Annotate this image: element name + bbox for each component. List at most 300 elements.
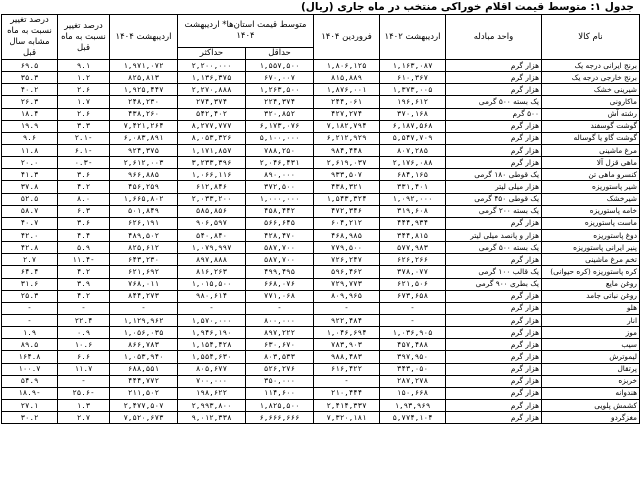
cell-ordibehesht-1404: ۱,۶۶۵,۸۰۲ (110, 193, 178, 205)
cell-farvardin-1404: ۵۹۶,۴۶۲ (314, 266, 380, 278)
cell-farvardin-1404: ۷,۱۸۲,۷۹۴ (314, 120, 380, 132)
table-row (2, 351, 640, 363)
cell-farvardin-1404: ۲,۶۱۹,۰۳۷ (314, 157, 380, 169)
cell-change-yoy: ۸۹.۵ (2, 339, 58, 351)
cell-min: ۸۹۰,۰۰۰ (246, 169, 314, 181)
table-row (2, 302, 640, 314)
cell-max: ۱,۰۶۶,۱۱۶ (178, 169, 246, 181)
cell-min: ۷۷۱,۰۶۸ (246, 290, 314, 302)
cell-name: ماهی قزل آلا (542, 157, 640, 169)
cell-change-yoy: ۱۱.۸ (2, 144, 58, 156)
cell-min: ۱,۰۰۰,۰۰۰ (246, 193, 314, 205)
cell-name: رشته آش (542, 108, 640, 120)
cell-change-yoy: ۴۲.۰ (2, 229, 58, 241)
header-ordibehesht-1404: اردیبهشت ۱۴۰۴ (110, 15, 178, 60)
table-row (2, 387, 640, 399)
cell-name: انار (542, 314, 640, 326)
table-row (2, 157, 640, 169)
table-row (2, 412, 640, 424)
cell-change-prev: ۸.۰ (58, 193, 110, 205)
cell-farvardin-1404: ۱,۵۴۳,۳۲۴ (314, 193, 380, 205)
cell-min: ۶,۱۷۳,۰۷۶ (246, 120, 314, 132)
cell-max: ۹۸۰,۶۱۴ (178, 290, 246, 302)
cell-ordibehesht-1404: ۶۴۳,۲۳۰ (110, 254, 178, 266)
cell-unit: یک بسته ۵۰۰ گرمی (446, 96, 542, 108)
cell-change-prev: ۱.۲ (58, 72, 110, 84)
cell-farvardin-1404: - (314, 302, 380, 314)
cell-ordibehesht-1402: ۱,۳۷۳,۰۰۵ (380, 84, 446, 96)
cell-farvardin-1404: ۶۰۴,۲۱۲ (314, 217, 380, 229)
cell-min: ۷۸۸,۲۵۰ (246, 144, 314, 156)
cell-name: موز (542, 327, 640, 339)
cell-unit: هزار گرم (446, 132, 542, 144)
cell-ordibehesht-1404: ۸۲۵,۶۱۲ (110, 242, 178, 254)
cell-ordibehesht-1402: ۵,۵۴۷,۷۰۹ (380, 132, 446, 144)
table-row (2, 217, 640, 229)
header-change-yoy: درصد تغییر نسبت به ماه مشابه سال قبل (2, 15, 58, 60)
cell-farvardin-1404: ۶۱۶,۴۲۲ (314, 363, 380, 375)
cell-change-prev: ۳.۹ (58, 278, 110, 290)
cell-ordibehesht-1402: ۲,۱۷۶,۰۸۸ (380, 157, 446, 169)
cell-max: ۸۹۷,۸۸۸ (178, 254, 246, 266)
table-row (2, 254, 640, 266)
table-body (2, 60, 640, 424)
table-row (2, 363, 640, 375)
cell-max: ۷۰۰,۰۰۰ (178, 375, 246, 387)
header-name: نام کالا (542, 15, 640, 60)
cell-change-yoy: ۶۴.۴ (2, 266, 58, 278)
cell-name: گوشت گاو یا گوساله (542, 132, 640, 144)
cell-unit: هزار گرم (446, 144, 542, 156)
cell-ordibehesht-1402: ۶۸۴,۱۶۵ (380, 169, 446, 181)
cell-unit: هزار گرم (446, 60, 542, 72)
header-province-group: متوسط قیمت استان‌ها* اردیبهشت ۱۴۰۴ (178, 15, 314, 48)
cell-name: ماست پاستوریزه (542, 217, 640, 229)
cell-ordibehesht-1402: ۶۲۶,۲۶۶ (380, 254, 446, 266)
table-row (2, 181, 640, 193)
table-row (2, 266, 640, 278)
table-row (2, 120, 640, 132)
price-table (1, 14, 640, 424)
cell-change-prev: ۳.۶ (58, 169, 110, 181)
cell-change-prev: ۴.۲ (58, 266, 110, 278)
cell-ordibehesht-1404: ۱,۹۲۵,۴۴۷ (110, 84, 178, 96)
cell-max: ۱,۰۱۵,۵۰۰ (178, 278, 246, 290)
cell-unit: یک قوطی ۴۵۰ گرمی (446, 193, 542, 205)
cell-ordibehesht-1404: ۲۴۸,۲۳۰ (110, 96, 178, 108)
cell-unit: هزار گرم (446, 314, 542, 326)
cell-change-yoy: ۱.۹ (2, 327, 58, 339)
cell-min: - (246, 302, 314, 314)
cell-unit: هزار گرم (446, 399, 542, 411)
cell-ordibehesht-1404: ۱,۰۵۶,۰۳۵ (110, 327, 178, 339)
cell-name: روغن نباتی جامد (542, 290, 640, 302)
header-unit: واحد مبادله (446, 15, 542, 60)
cell-ordibehesht-1404: ۶۲۱,۶۹۲ (110, 266, 178, 278)
cell-ordibehesht-1402: ۳۱۹,۶۰۸ (380, 205, 446, 217)
cell-change-yoy: ۵۲.۵ (2, 193, 58, 205)
cell-ordibehesht-1402: ۶۷۳,۶۵۸ (380, 290, 446, 302)
header-change-prev: درصد تغییر نسبت به ماه قبل (58, 15, 110, 60)
cell-min: ۴۲۸,۴۷۰ (246, 229, 314, 241)
cell-farvardin-1404: ۲,۴۱۴,۳۳۷ (314, 399, 380, 411)
cell-min: ۸۰۰,۰۰۰ (246, 314, 314, 326)
cell-ordibehesht-1404: ۱,۹۷۱,۰۷۲ (110, 60, 178, 72)
table-row (2, 278, 640, 290)
cell-farvardin-1404: ۴۶۸,۹۸۵ (314, 229, 380, 241)
table-row (2, 193, 640, 205)
cell-max: ۳,۲۳۳,۳۹۶ (178, 157, 246, 169)
cell-unit: هزار و پانصد میلی لیتر (446, 229, 542, 241)
cell-min: ۱۱۴,۶۰۰ (246, 387, 314, 399)
cell-ordibehesht-1404: ۴۸۹,۵۰۲ (110, 229, 178, 241)
cell-farvardin-1404: ۱,۸۰۶,۱۲۵ (314, 60, 380, 72)
cell-name: گوشت گوسفند (542, 120, 640, 132)
cell-ordibehesht-1402: ۵۷۷,۹۸۳ (380, 242, 446, 254)
cell-change-prev: - (58, 375, 110, 387)
cell-change-prev: ۴.۲ (58, 181, 110, 193)
cell-change-yoy: ۳۰.۲ (2, 412, 58, 424)
cell-change-yoy: ۴۲.۸ (2, 242, 58, 254)
cell-max: ۲۷۴,۳۷۴ (178, 96, 246, 108)
cell-min: ۶,۶۶۶,۶۶۶ (246, 412, 314, 424)
cell-ordibehesht-1404: - (110, 302, 178, 314)
cell-name: شیرینی خشک (542, 84, 640, 96)
cell-change-prev: ۹.۱ (58, 60, 110, 72)
table-row (2, 339, 640, 351)
cell-max: ۲,۹۹۳,۸۰۰ (178, 399, 246, 411)
cell-unit: هزار گرم (446, 157, 542, 169)
cell-change-yoy: ۴۰.۷ (2, 217, 58, 229)
table-row (2, 399, 640, 411)
cell-name: دوغ پاستوریزه (542, 229, 640, 241)
cell-farvardin-1404: ۷۲۶,۲۴۷ (314, 254, 380, 266)
table-row (2, 205, 640, 217)
cell-change-yoy: ۴۰.۲ (2, 84, 58, 96)
cell-change-prev: -۶.۱ (58, 144, 110, 156)
cell-max: ۸۱۶,۲۶۳ (178, 266, 246, 278)
cell-max: ۸,۲۷۷,۷۷۷ (178, 120, 246, 132)
cell-farvardin-1404: ۹۲۲,۴۸۴ (314, 314, 380, 326)
cell-change-prev: ۶.۶ (58, 351, 110, 363)
cell-unit: هزار گرم (446, 375, 542, 387)
cell-ordibehesht-1404: ۶۸۸,۵۵۱ (110, 363, 178, 375)
cell-farvardin-1404: ۸۱۵,۸۸۹ (314, 72, 380, 84)
cell-ordibehesht-1402: ۱,۰۹۲,۰۰۰ (380, 193, 446, 205)
cell-ordibehesht-1402: ۱,۱۶۳,۰۸۷ (380, 60, 446, 72)
cell-change-yoy: ۶۹.۵ (2, 60, 58, 72)
cell-min: ۶۶۸,۰۷۶ (246, 278, 314, 290)
cell-change-yoy: ۲۰.۰ (2, 157, 58, 169)
cell-name: برنج خارجی درجه یک (542, 72, 640, 84)
cell-change-prev: ۲۲.۴ (58, 314, 110, 326)
cell-ordibehesht-1402: - (380, 302, 446, 314)
cell-farvardin-1404: ۴۳۸,۳۲۱ (314, 181, 380, 193)
cell-change-yoy: ۱۶۴.۸ (2, 351, 58, 363)
cell-unit: هزار گرم (446, 84, 542, 96)
cell-name: ماکارونی (542, 96, 640, 108)
cell-change-prev: ۳.۳ (58, 120, 110, 132)
cell-name: هندوانه (542, 387, 640, 399)
cell-farvardin-1404: ۷۷۹,۵۰۰ (314, 242, 380, 254)
table-row (2, 229, 640, 241)
cell-change-yoy: ۴۱.۳ (2, 169, 58, 181)
cell-unit: هزار گرم (446, 387, 542, 399)
cell-change-yoy: ۲۷.۱ (2, 399, 58, 411)
cell-farvardin-1404: ۶,۲۱۲,۹۲۹ (314, 132, 380, 144)
table-row (2, 290, 640, 302)
cell-change-prev: ۱.۳ (58, 399, 110, 411)
cell-farvardin-1404: ۷,۳۲۰,۱۸۱ (314, 412, 380, 424)
cell-max: ۱,۰۷۹,۹۹۷ (178, 242, 246, 254)
cell-change-yoy: ۱۸.۴ (2, 108, 58, 120)
cell-max: ۲,۲۰۰,۰۰۰ (178, 60, 246, 72)
cell-change-yoy: ۳۱.۶ (2, 278, 58, 290)
cell-farvardin-1404: ۹۸۸,۴۸۳ (314, 351, 380, 363)
cell-farvardin-1404: ۸۰۹,۹۶۵ (314, 290, 380, 302)
cell-ordibehesht-1404: ۱,۰۵۳,۹۴۰ (110, 351, 178, 363)
cell-change-prev: ۱۱.۷ (58, 363, 110, 375)
cell-min: ۶۳۰,۶۷۰ (246, 339, 314, 351)
cell-farvardin-1404: ۱,۰۴۶,۶۹۴ (314, 327, 380, 339)
cell-ordibehesht-1402: - (380, 314, 446, 326)
cell-farvardin-1404: ۹۳۳,۵۰۷ (314, 169, 380, 181)
cell-change-prev: ۲.۶ (58, 108, 110, 120)
cell-ordibehesht-1402: ۲۸۷,۲۷۸ (380, 375, 446, 387)
cell-min: ۵۶۶,۶۴۵ (246, 217, 314, 229)
cell-unit: هزار گرم (446, 412, 542, 424)
cell-change-yoy: ۲.۷ (2, 254, 58, 266)
cell-ordibehesht-1402: ۶۱۰,۳۶۷ (380, 72, 446, 84)
cell-ordibehesht-1402: ۱۵۰,۶۶۸ (380, 387, 446, 399)
cell-change-yoy: ۱۹.۹ (2, 120, 58, 132)
cell-ordibehesht-1402: ۱,۰۳۶,۹۰۵ (380, 327, 446, 339)
cell-min: ۳۵۰,۰۰۰ (246, 375, 314, 387)
cell-min: ۲,۰۴۶,۴۳۱ (246, 157, 314, 169)
cell-ordibehesht-1402: ۶۲۱,۵۰۶ (380, 278, 446, 290)
cell-ordibehesht-1404: ۷۶۸,۰۱۱ (110, 278, 178, 290)
cell-max: ۱,۱۵۴,۴۲۸ (178, 339, 246, 351)
table-title: جدول ۱: متوسط قیمت اقلام خوراکی منتخب در ماه جاری (ریال) (300, 1, 634, 13)
cell-min: ۳۷۲,۵۰۰ (246, 181, 314, 193)
table-row (2, 327, 640, 339)
cell-max: ۱,۱۳۶,۳۷۵ (178, 72, 246, 84)
cell-farvardin-1404: ۴۲۷,۲۷۴ (314, 108, 380, 120)
cell-farvardin-1404: ۹۸۴,۴۴۸ (314, 144, 380, 156)
cell-ordibehesht-1402: ۵,۷۷۴,۱۰۴ (380, 412, 446, 424)
cell-unit: هزار گرم (446, 327, 542, 339)
cell-change-prev: -۰.۳ (58, 157, 110, 169)
table-row (2, 60, 640, 72)
cell-change-prev: -۲.۱ (58, 132, 110, 144)
cell-min: ۴۵۸,۴۴۲ (246, 205, 314, 217)
cell-change-prev: ۳.۶ (58, 217, 110, 229)
cell-min: ۵۸۷,۷۰۰ (246, 242, 314, 254)
cell-ordibehesht-1402: ۳۳۱,۴۰۱ (380, 181, 446, 193)
cell-ordibehesht-1404: ۲,۶۱۲,۰۰۳ (110, 157, 178, 169)
cell-min: ۳۲۰,۸۵۲ (246, 108, 314, 120)
cell-min: ۱,۲۶۳,۵۰۰ (246, 84, 314, 96)
table-row (2, 169, 640, 181)
table-row (2, 72, 640, 84)
cell-max: ۲,۰۳۳,۲۰۰ (178, 193, 246, 205)
cell-unit: یک بسته ۵۰۰ گرمی (446, 242, 542, 254)
cell-farvardin-1404: ۷۲۹,۷۷۳ (314, 278, 380, 290)
cell-ordibehesht-1402: ۱۹۶,۶۱۲ (380, 96, 446, 108)
cell-unit: یک قالب ۱۰۰ گرمی (446, 266, 542, 278)
cell-max: - (178, 302, 246, 314)
cell-change-yoy: -۱۸.۹ (2, 387, 58, 399)
cell-ordibehesht-1404: ۸۴۴,۲۷۳ (110, 290, 178, 302)
cell-unit: ۵۰۰ گرم (446, 108, 542, 120)
cell-min: ۵۸۷,۷۰۰ (246, 254, 314, 266)
cell-max: ۲,۲۷۰,۸۸۸ (178, 84, 246, 96)
cell-ordibehesht-1404: ۶۲۶,۱۹۱ (110, 217, 178, 229)
cell-max: ۱,۱۷۱,۸۵۷ (178, 144, 246, 156)
table-row (2, 314, 640, 326)
cell-change-prev: ۴.۲ (58, 290, 110, 302)
cell-name: کشمش پلویی (542, 399, 640, 411)
cell-unit: هزار گرم (446, 363, 542, 375)
cell-name: روغن مایع (542, 278, 640, 290)
cell-name: پرتقال (542, 363, 640, 375)
cell-min: ۴۹۹,۴۹۵ (246, 266, 314, 278)
cell-min: ۸۹۷,۲۲۲ (246, 327, 314, 339)
table-row (2, 108, 640, 120)
cell-min: ۱,۸۲۵,۵۰۰ (246, 399, 314, 411)
cell-min: ۵,۱۰۰,۰۰۰ (246, 132, 314, 144)
cell-max: ۵۴۰,۸۴۰ (178, 229, 246, 241)
table-row (2, 375, 640, 387)
cell-ordibehesht-1404: ۴۴۴,۷۷۲ (110, 375, 178, 387)
cell-change-prev: - (58, 302, 110, 314)
cell-unit: یک قوطی ۱۸۰ گرمی (446, 169, 542, 181)
cell-ordibehesht-1402: ۸۰۷,۲۸۵ (380, 144, 446, 156)
header-farvardin-1404: فروردین ۱۴۰۴ (314, 15, 380, 60)
cell-change-yoy: ۲۵.۳ (2, 290, 58, 302)
cell-min: ۱,۵۵۷,۵۰۰ (246, 60, 314, 72)
cell-max: ۶۱۲,۸۴۶ (178, 181, 246, 193)
cell-ordibehesht-1404: ۲,۴۷۷,۵۰۷ (110, 399, 178, 411)
cell-max: ۹۰۶,۵۹۷ (178, 217, 246, 229)
cell-change-yoy: - (2, 302, 58, 314)
cell-change-yoy: ۳۵.۳ (2, 72, 58, 84)
cell-farvardin-1404: ۷۸۳,۹۰۳ (314, 339, 380, 351)
cell-ordibehesht-1404: ۴۳۸,۲۶۰ (110, 108, 178, 120)
cell-change-prev: ۱.۷ (58, 96, 110, 108)
cell-name: خامه پاستوریزه (542, 205, 640, 217)
cell-name: برنج ایرانی درجه یک (542, 60, 640, 72)
cell-ordibehesht-1402: ۳۹۷,۹۵۰ (380, 351, 446, 363)
cell-unit: هزار گرم (446, 339, 542, 351)
cell-min: ۶۷۰,۰۰۷ (246, 72, 314, 84)
header-ordibehesht-1402: اردیبهشت ۱۴۰۲ (380, 15, 446, 60)
cell-change-prev: ۱۰.۶ (58, 339, 110, 351)
cell-name: خربزه (542, 375, 640, 387)
cell-max: ۱,۹۴۶,۱۹۰ (178, 327, 246, 339)
table-row (2, 96, 640, 108)
table-row (2, 132, 640, 144)
cell-change-prev: -۲۵.۶ (58, 387, 110, 399)
cell-max: ۱,۵۷۰,۰۰۰ (178, 314, 246, 326)
cell-name: مرغ ماشینی (542, 144, 640, 156)
cell-ordibehesht-1404: ۲۱۱,۵۰۲ (110, 387, 178, 399)
cell-ordibehesht-1404: ۸۲۵,۸۱۳ (110, 72, 178, 84)
cell-ordibehesht-1402: ۴۴۴,۹۳۴ (380, 217, 446, 229)
cell-name: شیر پاستوریزه (542, 181, 640, 193)
cell-farvardin-1404: ۴۷۲,۳۴۶ (314, 205, 380, 217)
table-row (2, 144, 640, 156)
cell-min: ۵۲۶,۲۷۶ (246, 363, 314, 375)
cell-change-prev: ۵.۹ (58, 242, 110, 254)
cell-min: ۲۲۴,۳۷۴ (246, 96, 314, 108)
cell-ordibehesht-1404: ۷,۴۲۱,۲۶۴ (110, 120, 178, 132)
cell-name: لیموترش (542, 351, 640, 363)
cell-ordibehesht-1404: ۴۵۶,۲۵۹ (110, 181, 178, 193)
cell-unit: هزار گرم (446, 120, 542, 132)
cell-max: ۵۸۵,۸۵۶ (178, 205, 246, 217)
cell-name: شیرخشک (542, 193, 640, 205)
table-row (2, 242, 640, 254)
cell-ordibehesht-1404: ۹۲۴,۳۷۵ (110, 144, 178, 156)
cell-ordibehesht-1402: ۴۵۷,۴۸۸ (380, 339, 446, 351)
cell-farvardin-1404: ۱,۸۷۶,۰۰۱ (314, 84, 380, 96)
cell-unit: هزار گرم (446, 254, 542, 266)
cell-name: تخم مرغ ماشینی (542, 254, 640, 266)
cell-ordibehesht-1402: ۳۷۰,۱۶۸ (380, 108, 446, 120)
cell-change-prev: ۶.۳ (58, 205, 110, 217)
cell-max: ۱,۵۵۴,۶۳۰ (178, 351, 246, 363)
cell-change-yoy: ۹.۶ (2, 132, 58, 144)
cell-name: کره پاستوریزه (کره حیوانی) (542, 266, 640, 278)
cell-ordibehesht-1404: ۵۰۱,۸۴۹ (110, 205, 178, 217)
cell-name: پنیر ایرانی پاستوریزه (542, 242, 640, 254)
cell-unit: هزار گرم (446, 217, 542, 229)
cell-ordibehesht-1402: ۱,۹۳,۹۶۹ (380, 399, 446, 411)
cell-unit: هزار گرم (446, 302, 542, 314)
cell-name: سیب (542, 339, 640, 351)
cell-name: مغزگردو (542, 412, 640, 424)
cell-max: ۱۹۸,۶۲۲ (178, 387, 246, 399)
cell-ordibehesht-1404: ۷,۵۲۰,۶۷۳ (110, 412, 178, 424)
cell-change-yoy: ۵۸.۷ (2, 205, 58, 217)
cell-change-yoy: - (2, 314, 58, 326)
cell-unit: هزار گرم (446, 351, 542, 363)
cell-farvardin-1404: ۲۴۴,۰۶۱ (314, 96, 380, 108)
cell-max: ۵۴۲,۴۰۲ (178, 108, 246, 120)
cell-name: هلو (542, 302, 640, 314)
cell-ordibehesht-1402: ۳۷۸,۰۷۷ (380, 266, 446, 278)
cell-ordibehesht-1404: ۸۶۶,۷۸۳ (110, 339, 178, 351)
cell-change-yoy: ۱۰۰.۷ (2, 363, 58, 375)
cell-ordibehesht-1402: ۳۴۴,۸۱۵ (380, 229, 446, 241)
cell-max: ۹,۰۱۲,۳۳۸ (178, 412, 246, 424)
cell-change-prev: ۰.۹ (58, 327, 110, 339)
header-min: حداقل (246, 48, 314, 60)
cell-min: ۸۰۳,۵۳۳ (246, 351, 314, 363)
cell-unit: هزار میلی لیتر (446, 181, 542, 193)
cell-unit: هزار گرم (446, 290, 542, 302)
cell-ordibehesht-1404: ۹۶۶,۸۸۵ (110, 169, 178, 181)
cell-unit: یک بسته ۲۰۰ گرمی (446, 205, 542, 217)
cell-unit: هزار گرم (446, 72, 542, 84)
cell-ordibehesht-1404: ۱,۱۲۹,۹۶۲ (110, 314, 178, 326)
cell-change-yoy: ۵۴.۹ (2, 375, 58, 387)
cell-farvardin-1404: ۲۱۰,۴۴۴ (314, 387, 380, 399)
cell-ordibehesht-1402: ۳۴۳,۰۵۰ (380, 363, 446, 375)
header-max: حداکثر (178, 48, 246, 60)
cell-max: ۸۰۵,۶۷۷ (178, 363, 246, 375)
